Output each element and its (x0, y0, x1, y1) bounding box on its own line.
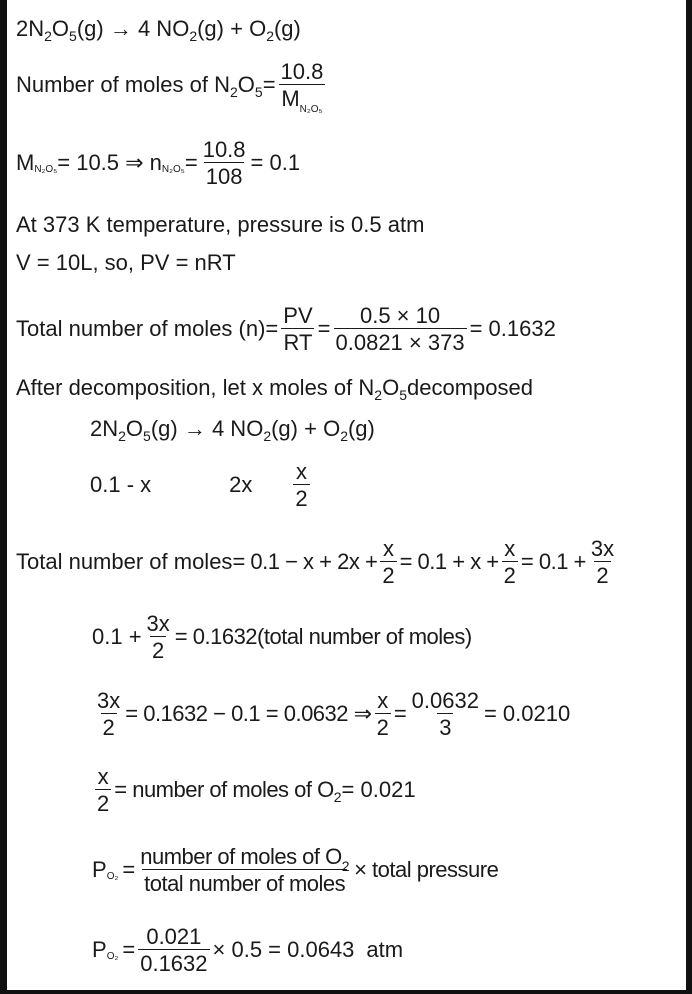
numerator: 10.8 (280, 58, 324, 84)
equals: = (393, 701, 407, 726)
numerator: x (504, 535, 516, 561)
eq-text: 2N (16, 16, 45, 41)
equals: = (122, 937, 136, 962)
decomposition-line (16, 372, 533, 404)
fraction (375, 689, 391, 739)
line-text: At 373 K temperature, pressure is 0.5 atm (16, 212, 425, 237)
amount-no2: 2x (229, 472, 253, 497)
numerator: 0.0632 (411, 687, 479, 713)
line-text: O (382, 375, 400, 400)
numerator: 3x (146, 610, 170, 636)
fraction (145, 612, 172, 662)
result: = 0.1 (250, 150, 301, 175)
denominator: RT (283, 330, 313, 355)
equals: = (122, 857, 136, 882)
subscript: 5 (399, 387, 407, 403)
numerator: 0.5 × 10 (359, 302, 441, 328)
equals: = (317, 316, 331, 341)
result: = 0.1632 (469, 316, 556, 341)
amount-o2-fraction (293, 460, 309, 510)
line-text: M (16, 150, 35, 175)
subscript: 2 (118, 428, 126, 444)
eq-text: (g) + O (271, 416, 341, 441)
molar-mass-line (16, 130, 300, 196)
line-text: Number of moles of N (16, 72, 230, 97)
numerator: PV (283, 302, 313, 328)
fraction (279, 58, 326, 115)
denominator: 3 (439, 715, 452, 740)
denominator: 0.0821 × 373 (335, 330, 465, 355)
expression: = 0.1 + x + (399, 549, 499, 574)
denominator-text: M (281, 86, 300, 111)
result: = 0.021 (341, 777, 416, 802)
left-border (0, 0, 7, 994)
numerator: x (382, 535, 394, 561)
numerator-text: number of moles of O (140, 843, 342, 869)
line-text: V = 10L, so, PV = nRT (16, 250, 236, 275)
subscript: 5 (254, 84, 263, 100)
line-text: = 10.5 ⇒ n (57, 150, 162, 175)
line-text: decomposed (406, 375, 533, 400)
expression: = number of moles of O (114, 777, 334, 802)
expression: = 0.1632(total number of moles) (174, 624, 472, 649)
total-moles-line (16, 296, 556, 362)
pressure-symbol: P (92, 937, 107, 962)
bottom-border (0, 990, 692, 994)
line-text: Total number of moles (n)= (16, 316, 279, 341)
denominator: 2 (376, 715, 389, 740)
numerator (138, 843, 351, 874)
solve-x-line (92, 684, 570, 744)
expression: = 0.1 + (520, 549, 586, 574)
subscript: 2 (333, 789, 342, 805)
equals: = (262, 72, 276, 97)
reaction-equation-indented (90, 414, 375, 444)
denominator: 2 (596, 563, 609, 588)
eq-text: (g) → 4 NO (150, 416, 264, 441)
expression: 0.1 + (92, 624, 142, 649)
line-text: After decomposition, let x moles of N (16, 375, 375, 400)
denominator: 2 (382, 563, 395, 588)
mole-amounts-line (90, 456, 313, 514)
expression: × 0.5 = 0.0643 (212, 937, 355, 962)
eq-text: (g) (273, 16, 301, 41)
eq-text: 2N (90, 416, 119, 441)
denominator: total number of moles (144, 871, 346, 896)
moles-of-o2-line (92, 760, 416, 820)
numerator: x (97, 763, 109, 789)
numerator: 3x (590, 535, 615, 561)
reaction-equation (16, 14, 301, 44)
unit: atm (366, 937, 404, 962)
subscript: 2 (189, 28, 198, 44)
eq-text: (g) + O (197, 16, 267, 41)
expression: × total pressure (354, 857, 499, 882)
subscript: 2 (374, 387, 383, 403)
temperature-line (16, 210, 424, 240)
denominator: 2 (152, 638, 165, 663)
subscript: 2 (44, 28, 52, 44)
denominator: 2 (503, 563, 516, 588)
fraction (201, 138, 248, 188)
fraction (502, 537, 518, 587)
total-moles-expression (16, 532, 619, 592)
partial-pressure-result (92, 920, 403, 980)
subscript: 2 (340, 428, 348, 444)
right-border (686, 0, 692, 994)
denominator: 2 (102, 715, 115, 740)
subscript: N₂O₅ (299, 104, 323, 115)
subscript: 2 (266, 28, 274, 44)
result: = 0.0210 (483, 701, 571, 726)
fraction (589, 537, 616, 587)
fraction (138, 845, 351, 895)
numerator: x (296, 458, 308, 484)
numerator: 10.8 (202, 136, 246, 162)
subscript: 5 (143, 428, 151, 444)
numerator: 3x (97, 687, 121, 713)
line-text: O (237, 72, 255, 97)
fraction (380, 537, 396, 587)
fraction (95, 765, 111, 815)
eq-text: (g) → 4 NO (76, 16, 190, 41)
subscript: O₂ (106, 950, 119, 962)
denominator: 0.1632 (140, 951, 208, 976)
subscript: 5 (69, 28, 77, 44)
numerator: x (377, 687, 389, 713)
subscript: O₂ (106, 870, 119, 882)
fraction (281, 304, 314, 354)
eq-text: (g) (347, 416, 375, 441)
fraction (138, 925, 209, 975)
subscript: 2 (341, 857, 350, 874)
subscript: N₂O₅ (161, 163, 185, 175)
partial-pressure-formula (92, 838, 498, 902)
subscript: N₂O₅ (34, 163, 58, 175)
moles-of-n2o5-line (16, 52, 328, 118)
denominator: 2 (97, 791, 110, 816)
fraction (334, 304, 467, 354)
numerator: 0.021 (146, 923, 202, 949)
pressure-symbol: P (92, 857, 107, 882)
subscript: 2 (229, 84, 238, 100)
eq-text: O (51, 16, 70, 41)
expression: = 0.1632 − 0.1 = 0.0632 ⇒ (125, 701, 372, 726)
line-text: Total number of moles (16, 549, 233, 574)
eq-text: O (125, 416, 144, 441)
equation-total-moles (92, 608, 472, 666)
amount-n2o5: 0.1 - x (90, 472, 152, 497)
denominator: 2 (295, 486, 308, 511)
fraction (410, 689, 481, 739)
volume-line (16, 248, 236, 278)
expression: = 0.1 − x + 2x + (232, 549, 378, 574)
denominator: 108 (205, 164, 243, 189)
subscript: 2 (263, 428, 272, 444)
fraction (95, 689, 122, 739)
denominator (279, 84, 324, 115)
equals: = (184, 150, 198, 175)
